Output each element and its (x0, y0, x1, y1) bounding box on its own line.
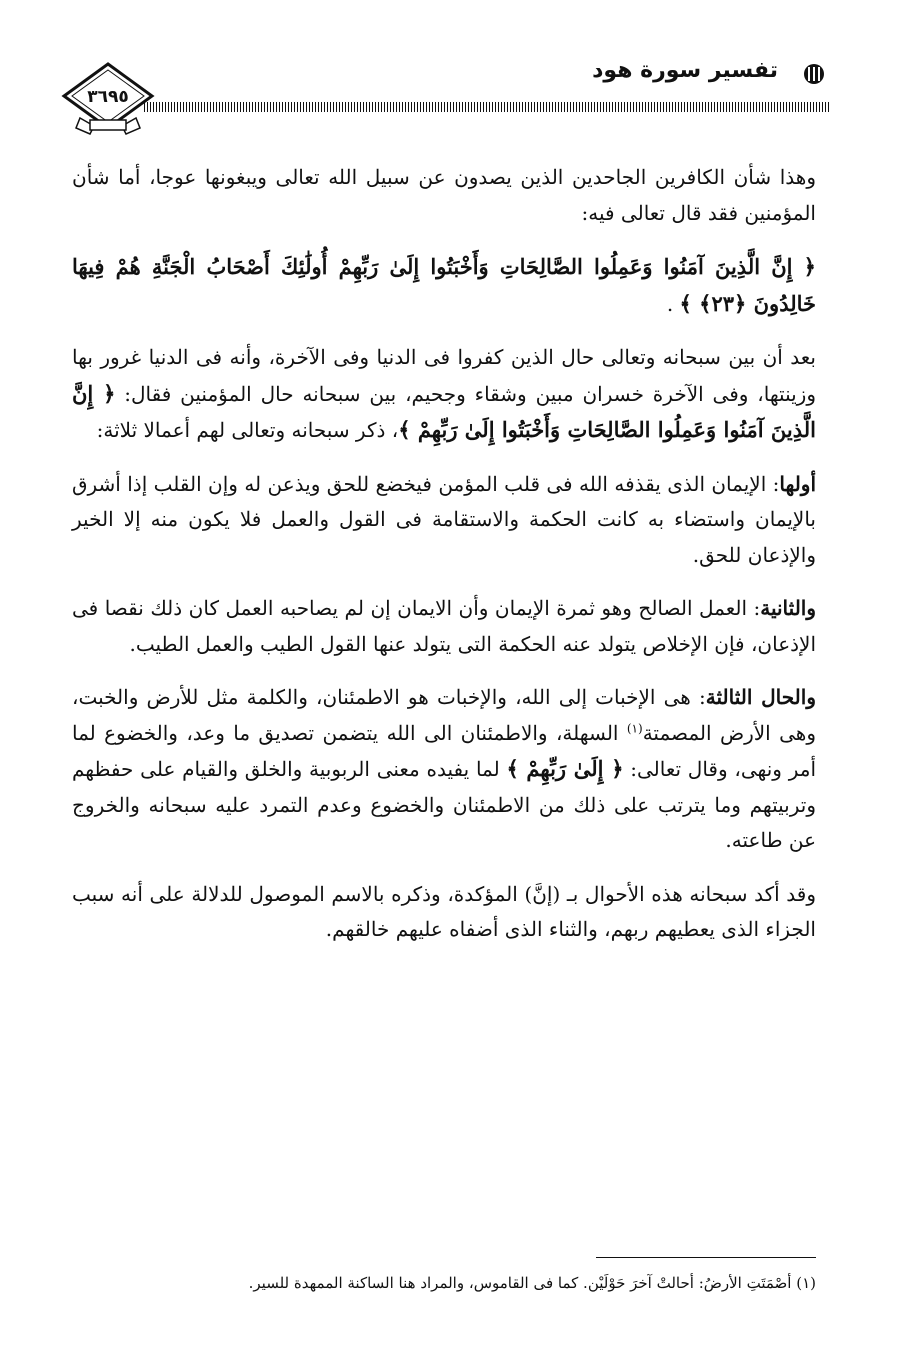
paragraph-text: : العمل الصالح وهو ثمرة الإيمان وأن الايمان إن لم يصاحبه العمل كان ذلك نقصا فى الإذعان، فإن الإخلاص يتولد عنه الحكمة التى يتولد عنها القول الطيب والعمل الطيب. (72, 596, 816, 656)
paragraph (72, 467, 816, 574)
paragraph-text: وقد أكد سبحانه هذه الأحوال بـ (إنَّ) المؤكدة، وذكره بالاسم الموصول للدلالة على أنه سبب الجزاء الذى يعطيهم ربهم، والثناء الذى أضفاه عليهم خالقهم. (72, 881, 816, 941)
paragraph-lead: أولها (779, 471, 816, 496)
paragraph-text: لما يفيده معنى الربوبية والخلق والقيام على حفظهم وتربيتهم وما يترتب على ذلك من الاطمئنان والخضوع وعدم التمرد عليه سبحانه والخروج عن طاعته. (72, 757, 816, 852)
paragraph (72, 340, 816, 449)
quran-verse: ﴿ إِنَّ الَّذِينَ آمَنُوا وَعَمِلُوا الصَّالِحَاتِ وَأَخْبَتُوا إِلَىٰ رَبِّهِمْ ﴾ (72, 380, 816, 442)
paragraph (72, 680, 816, 859)
page-number-badge (60, 60, 156, 140)
page-number: ٣٦٩٥ (87, 87, 129, 107)
paragraph (72, 160, 816, 231)
paragraph (72, 877, 816, 948)
paragraph-text: السهلة، والاطمئنان الى الله يتضمن تصديق ما وعد، والخضوع لما أمر ونهى، وقال تعالى: (72, 720, 816, 781)
main-text (72, 160, 816, 966)
ornament-icon (802, 62, 826, 86)
paragraph-lead: والحال الثالثة (705, 685, 816, 709)
paragraph-text: وهذا شأن الكافرين الجاحدين الذين يصدون عن سبيل الله تعالى ويبغونها عوجا، أما شأن المؤمنين فقد قال تعالى فيه: (72, 165, 816, 225)
verse-trailer: . (666, 291, 680, 316)
footnote: (١) أصْمَتَتِ الأرضُ: أحالتْ آخرَ حَوْلَيْن. كما فى القاموس، والمراد هنا الساكنة الممهدة للسير. (248, 1274, 816, 1292)
verse-paragraph (72, 249, 816, 322)
paragraph-text: ، ذكر سبحانه وتعالى لهم أعمالا ثلاثة: (96, 418, 399, 442)
footnote-marker: (١) (626, 720, 643, 735)
paragraph-text: : هى الإخبات إلى الله، والإخبات هو الاطمئنان، والكلمة مثل للأرض والخبت، وهى الأرض المصمتة (72, 685, 816, 745)
paragraph-lead: والثانية (760, 596, 816, 620)
page-header (60, 52, 830, 142)
paragraph (72, 591, 816, 662)
quran-verse: ﴿ إِنَّ الَّذِينَ آمَنُوا وَعَمِلُوا الصَّالِحَاتِ وَأَخْبَتُوا إِلَىٰ رَبِّهِمْ أُولَٰئِكَ أَصْحَابُ الْجَنَّةِ هُمْ فِيهَا خَالِدُونَ ﴿٢٣﴾ ﴾ (72, 254, 816, 316)
header-rule (144, 102, 830, 112)
footnote-rule (596, 1257, 816, 1258)
quran-verse: ﴿ إِلَىٰ رَبِّهِمْ ﴾ (506, 756, 624, 781)
paragraph-text: بعد أن بين سبحانه وتعالى حال الذين كفروا فى الدنيا وفى الآخرة، وأنه فى الدنيا غرور بها وزينتها، وفى الآخرة خسران مبين وشقاء وجحيم، بين سبحانه حال المؤمنين فقال: (72, 345, 816, 406)
running-title: تفسير سورة هود (592, 58, 778, 83)
paragraph-text: : الإيمان الذى يقذفه الله فى قلب المؤمن فيخضع للحق ويذعن له وإن القلب إذا أشرق بالإيمان واستضاء به كانت الحكمة والاستقامة فى القول والعمل فلا يكون منه إلا الخير والإذعان للحق. (72, 471, 817, 567)
